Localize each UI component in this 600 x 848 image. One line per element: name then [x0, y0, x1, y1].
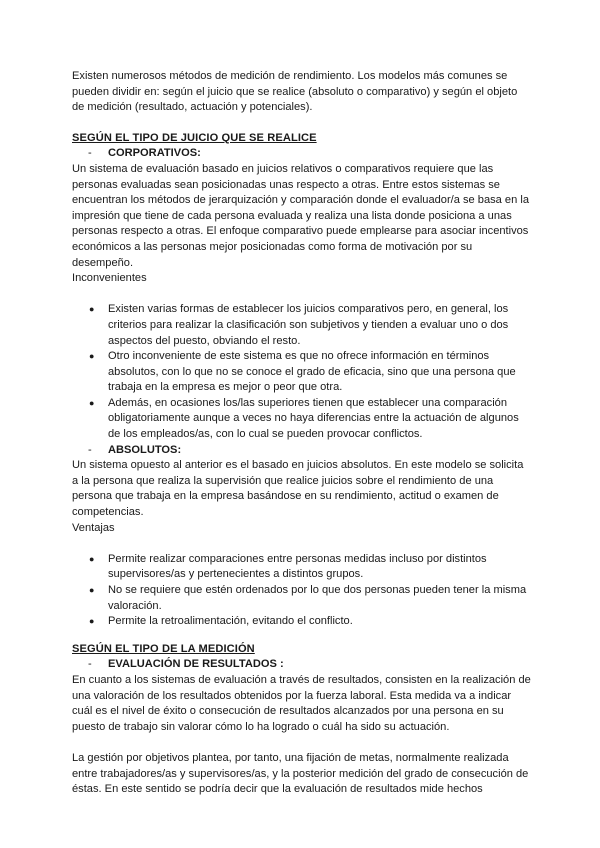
- objetivos-paragraph: La gestión por objetivos plantea, por tanto, una fijación de metas, normalmente realizada entre trabajadores/as y supervisores/as, y la posterior medición del grado de consecución de éstas. En este sentido se podría decir que la evaluación de resultados mide hechos: [72, 751, 529, 796]
- section-heading-juicio: SEGÚN EL TIPO DE JUICIO QUE SE REALICE: [72, 131, 317, 144]
- bullet-icon: ●: [89, 616, 95, 627]
- subheading-label: ABSOLUTOS:: [108, 443, 182, 456]
- corporativos-paragraph: Un sistema de evaluación basado en juicios relativos o comparativos requiere que las personas evaluadas sean posicionadas unas respecto a otras. Entre estos sistemas se encuentran los métodos de jerarquización y comparación donde el evaluador/a se basa en la impresión que tiene de cada persona evaluada y realiza una lista donde posiciona a unas personas respecto a otras. El enfoque comparativo puede emplearse para asociar incentivos económicos a las personas mejor posicionadas como forma de motivación por su desempeño.: [72, 162, 529, 269]
- list-item-text: Además, en ocasiones los/las superiores tienen que establecer una comparación obligatoriamente aunque a veces no haya diferencias entre la actuación de algunos de los empleados/as, con lo cual se pueden provocar conflictos.: [108, 396, 519, 441]
- resultados-paragraph: En cuanto a los sistemas de evaluación a través de resultados, consisten en la realización de una valoración de los resultados obtenidos por la fuerza laboral. Esta medida va a indicar cuál es el nivel de éxito o consecución de resultados alcanzados por una persona en su puesto de trabajo sin valorar cómo lo ha logrado o cuál ha sido su actuación.: [72, 673, 531, 733]
- bullet-icon: ●: [89, 553, 95, 564]
- subheading-resultados: [72, 657, 532, 673]
- subheading-label: CORPORATIVOS:: [108, 147, 201, 160]
- subheading-corporativos: [72, 146, 532, 162]
- section-heading-medicion: SEGÚN EL TIPO DE LA MEDICIÓN: [72, 642, 255, 655]
- list-item: [72, 583, 532, 614]
- ventajas-list: [72, 552, 532, 630]
- subheading-label: EVALUACIÓN DE RESULTADOS :: [108, 658, 284, 671]
- bullet-icon: ●: [89, 585, 95, 595]
- dash-marker: -: [88, 147, 92, 160]
- absolutos-paragraph: Un sistema opuesto al anterior es el basado en juicios absolutos. En este modelo se solicita a la persona que realiza la supervisión que realice juicios sobre el rendimiento de una persona que trabaja en la empresa basándose en su rendimiento, actitud o examen de competencias.: [72, 459, 524, 519]
- inconvenientes-label: Inconvenientes: [72, 272, 147, 285]
- bullet-icon: ●: [89, 397, 95, 408]
- list-item: [72, 349, 532, 396]
- bullet-icon: ●: [89, 351, 95, 362]
- subheading-absolutos: [72, 443, 532, 459]
- list-item: [72, 552, 532, 583]
- list-item: [72, 396, 532, 443]
- list-item-text: Otro inconveniente de este sistema es que no ofrece información en términos absolutos, con lo que no se conoce el grado de eficacia, sino que una persona que trabaja en la empresa es mejor o peor que otra.: [108, 350, 516, 394]
- dash-marker: -: [88, 658, 92, 671]
- dash-marker: -: [88, 443, 92, 456]
- list-item: [72, 302, 532, 349]
- list-item-text: Existen varias formas de establecer los juicios comparativos pero, en general, los criterios para realizar la clasificación son subjetivos y tienden a evaluar uno o dos aspectos del puesto, obviando el resto.: [108, 303, 509, 347]
- list-item: [72, 614, 532, 630]
- bullet-icon: ●: [89, 304, 95, 315]
- intro-paragraph: Existen numerosos métodos de medición de rendimiento. Los modelos más comunes se pueden dividir en: según el juicio que se realice (absoluto o comparativo) y según el objeto de medición (resultado, actuación y potenciales).: [72, 70, 518, 114]
- list-item-text: Permite realizar comparaciones entre personas medidas incluso por distintos supervisores/as y pertenecientes a distintos grupos.: [108, 552, 487, 581]
- document-page: [72, 69, 532, 798]
- list-item-text: Permite la retroalimentación, evitando el conflicto.: [108, 615, 353, 628]
- inconvenientes-list: [72, 302, 532, 442]
- ventajas-label: Ventajas: [72, 521, 115, 534]
- list-item-text: No se requiere que estén ordenados por lo que dos personas pueden tener la misma valoración.: [108, 584, 527, 612]
